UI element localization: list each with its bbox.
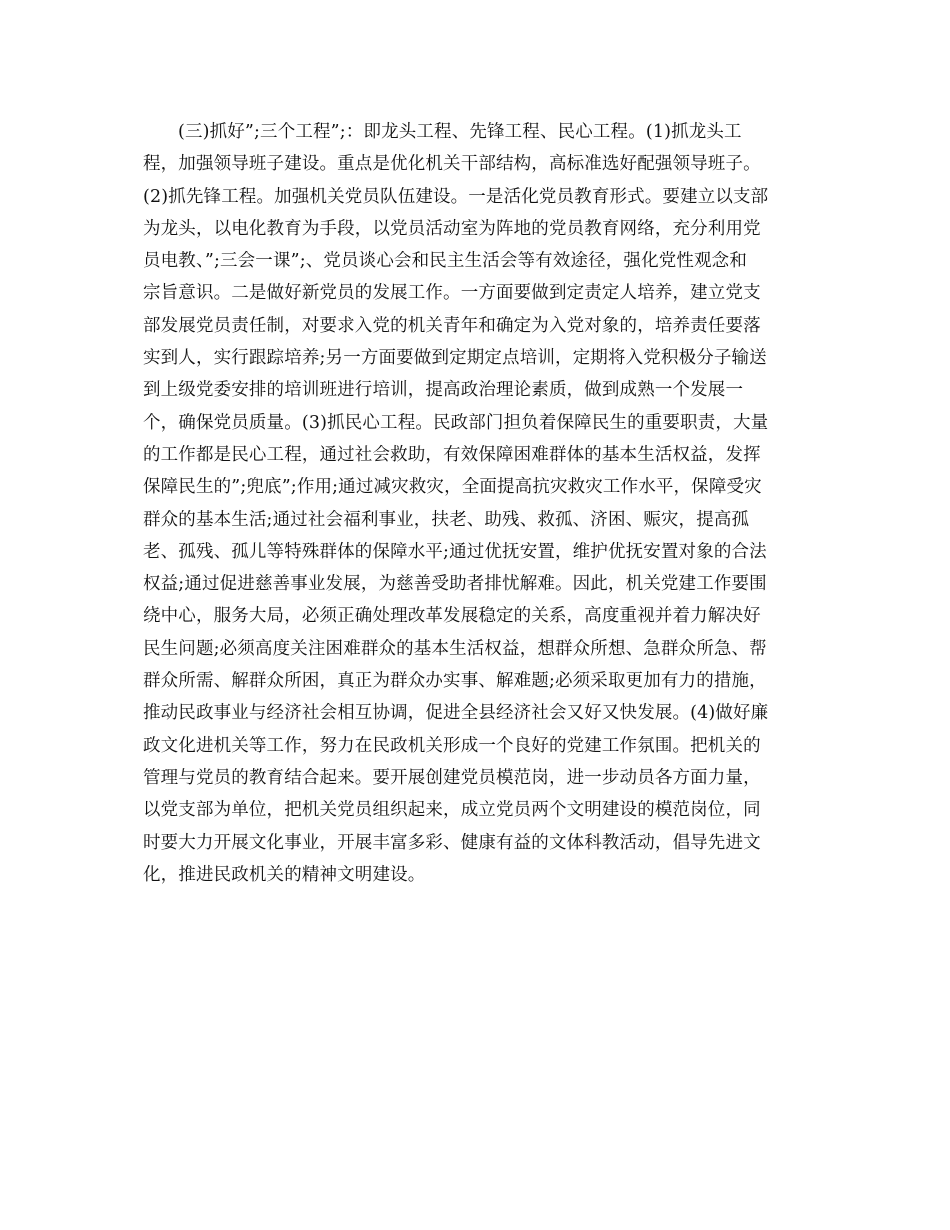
text-line: 部发展党员责任制，对要求入党的机关青年和确定为入党对象的，培养责任要落 [143, 315, 761, 336]
text-line: 到上级党委安排的培训班进行培训，提高政治理论素质，做到成熟一个发展一 [143, 380, 744, 401]
text-line: (三)抓好”;三个工程”;：即龙头工程、先锋工程、民心工程。(1)抓龙头工 [178, 122, 742, 142]
text-line: 老、孤残、孤儿等特殊群体的保障水平;通过优抚安置，维护优抚安置对象的合法 [143, 541, 767, 562]
text-line: 群众的基本生活;通过社会福利事业，扶老、助残、救孤、济困、赈灾，提高孤 [143, 509, 750, 530]
text-line: (2)抓先锋工程。加强机关党员队伍建设。一是活化党员教育形式。要建立以支部 [143, 186, 769, 207]
text-line: 时要大力开展文化事业，开展丰富多彩、健康有益的文体科教活动，倡导先进文 [143, 832, 761, 853]
text-line: 权益;通过促进慈善事业发展，为慈善受助者排忧解难。因此，机关党建工作要围 [143, 574, 767, 595]
text-line: 管理与党员的教育结合起来。要开展创建党员模范岗，进一步动员各方面力量， [143, 767, 761, 788]
text-line: 程，加强领导班子建设。重点是优化机关干部结构，高标准选好配强领导班子。 [143, 154, 761, 175]
text-line: 群众所需、解群众所困，真正为群众办实事、解难题;必须采取更加有力的措施， [143, 671, 767, 692]
text-line: 推动民政事业与经济社会相互协调，促进全县经济社会又好又快发展。(4)做好廉 [143, 703, 769, 724]
text-line: 个，确保党员质量。(3)抓民心工程。民政部门担负着保障民生的重要职责，大量 [143, 412, 769, 433]
text-line: 以党支部为单位，把机关党员组织起来，成立党员两个文明建设的模范岗位，同 [143, 800, 761, 821]
body-paragraph [143, 116, 823, 891]
text-line: 的工作都是民心工程，通过社会救助，有效保障困难群体的基本生活权益，发挥 [143, 444, 761, 465]
text-line: 员电教、”;三会一课”;、党员谈心会和民主生活会等有效途径，强化党性观念和 [143, 251, 747, 272]
text-line: 绕中心，服务大局，必须正确处理改革发展稳定的关系，高度重视并着力解决好 [143, 606, 761, 627]
text-line: 化，推进民政机关的精神文明建设。 [143, 864, 426, 885]
text-line: 为龙头，以电化教育为手段，以党员活动室为阵地的党员教育网络，充分利用党 [143, 218, 761, 239]
text-line: 实到人，实行跟踪培养;另一方面要做到定期定点培训，定期将入党积极分子输送 [143, 348, 767, 369]
text-line: 民生问题;必须高度关注困难群众的基本生活权益，想群众所想、急群众所急、帮 [143, 638, 767, 659]
text-line: 保障民生的”;兜底”;作用;通过减灾救灾，全面提高抗灾救灾工作水平，保障受灾 [143, 477, 762, 498]
text-line: 政文化进机关等工作，努力在民政机关形成一个良好的党建工作氛围。把机关的 [143, 735, 761, 756]
text-line: 宗旨意识。二是做好新党员的发展工作。一方面要做到定责定人培养，建立党支 [143, 283, 761, 304]
